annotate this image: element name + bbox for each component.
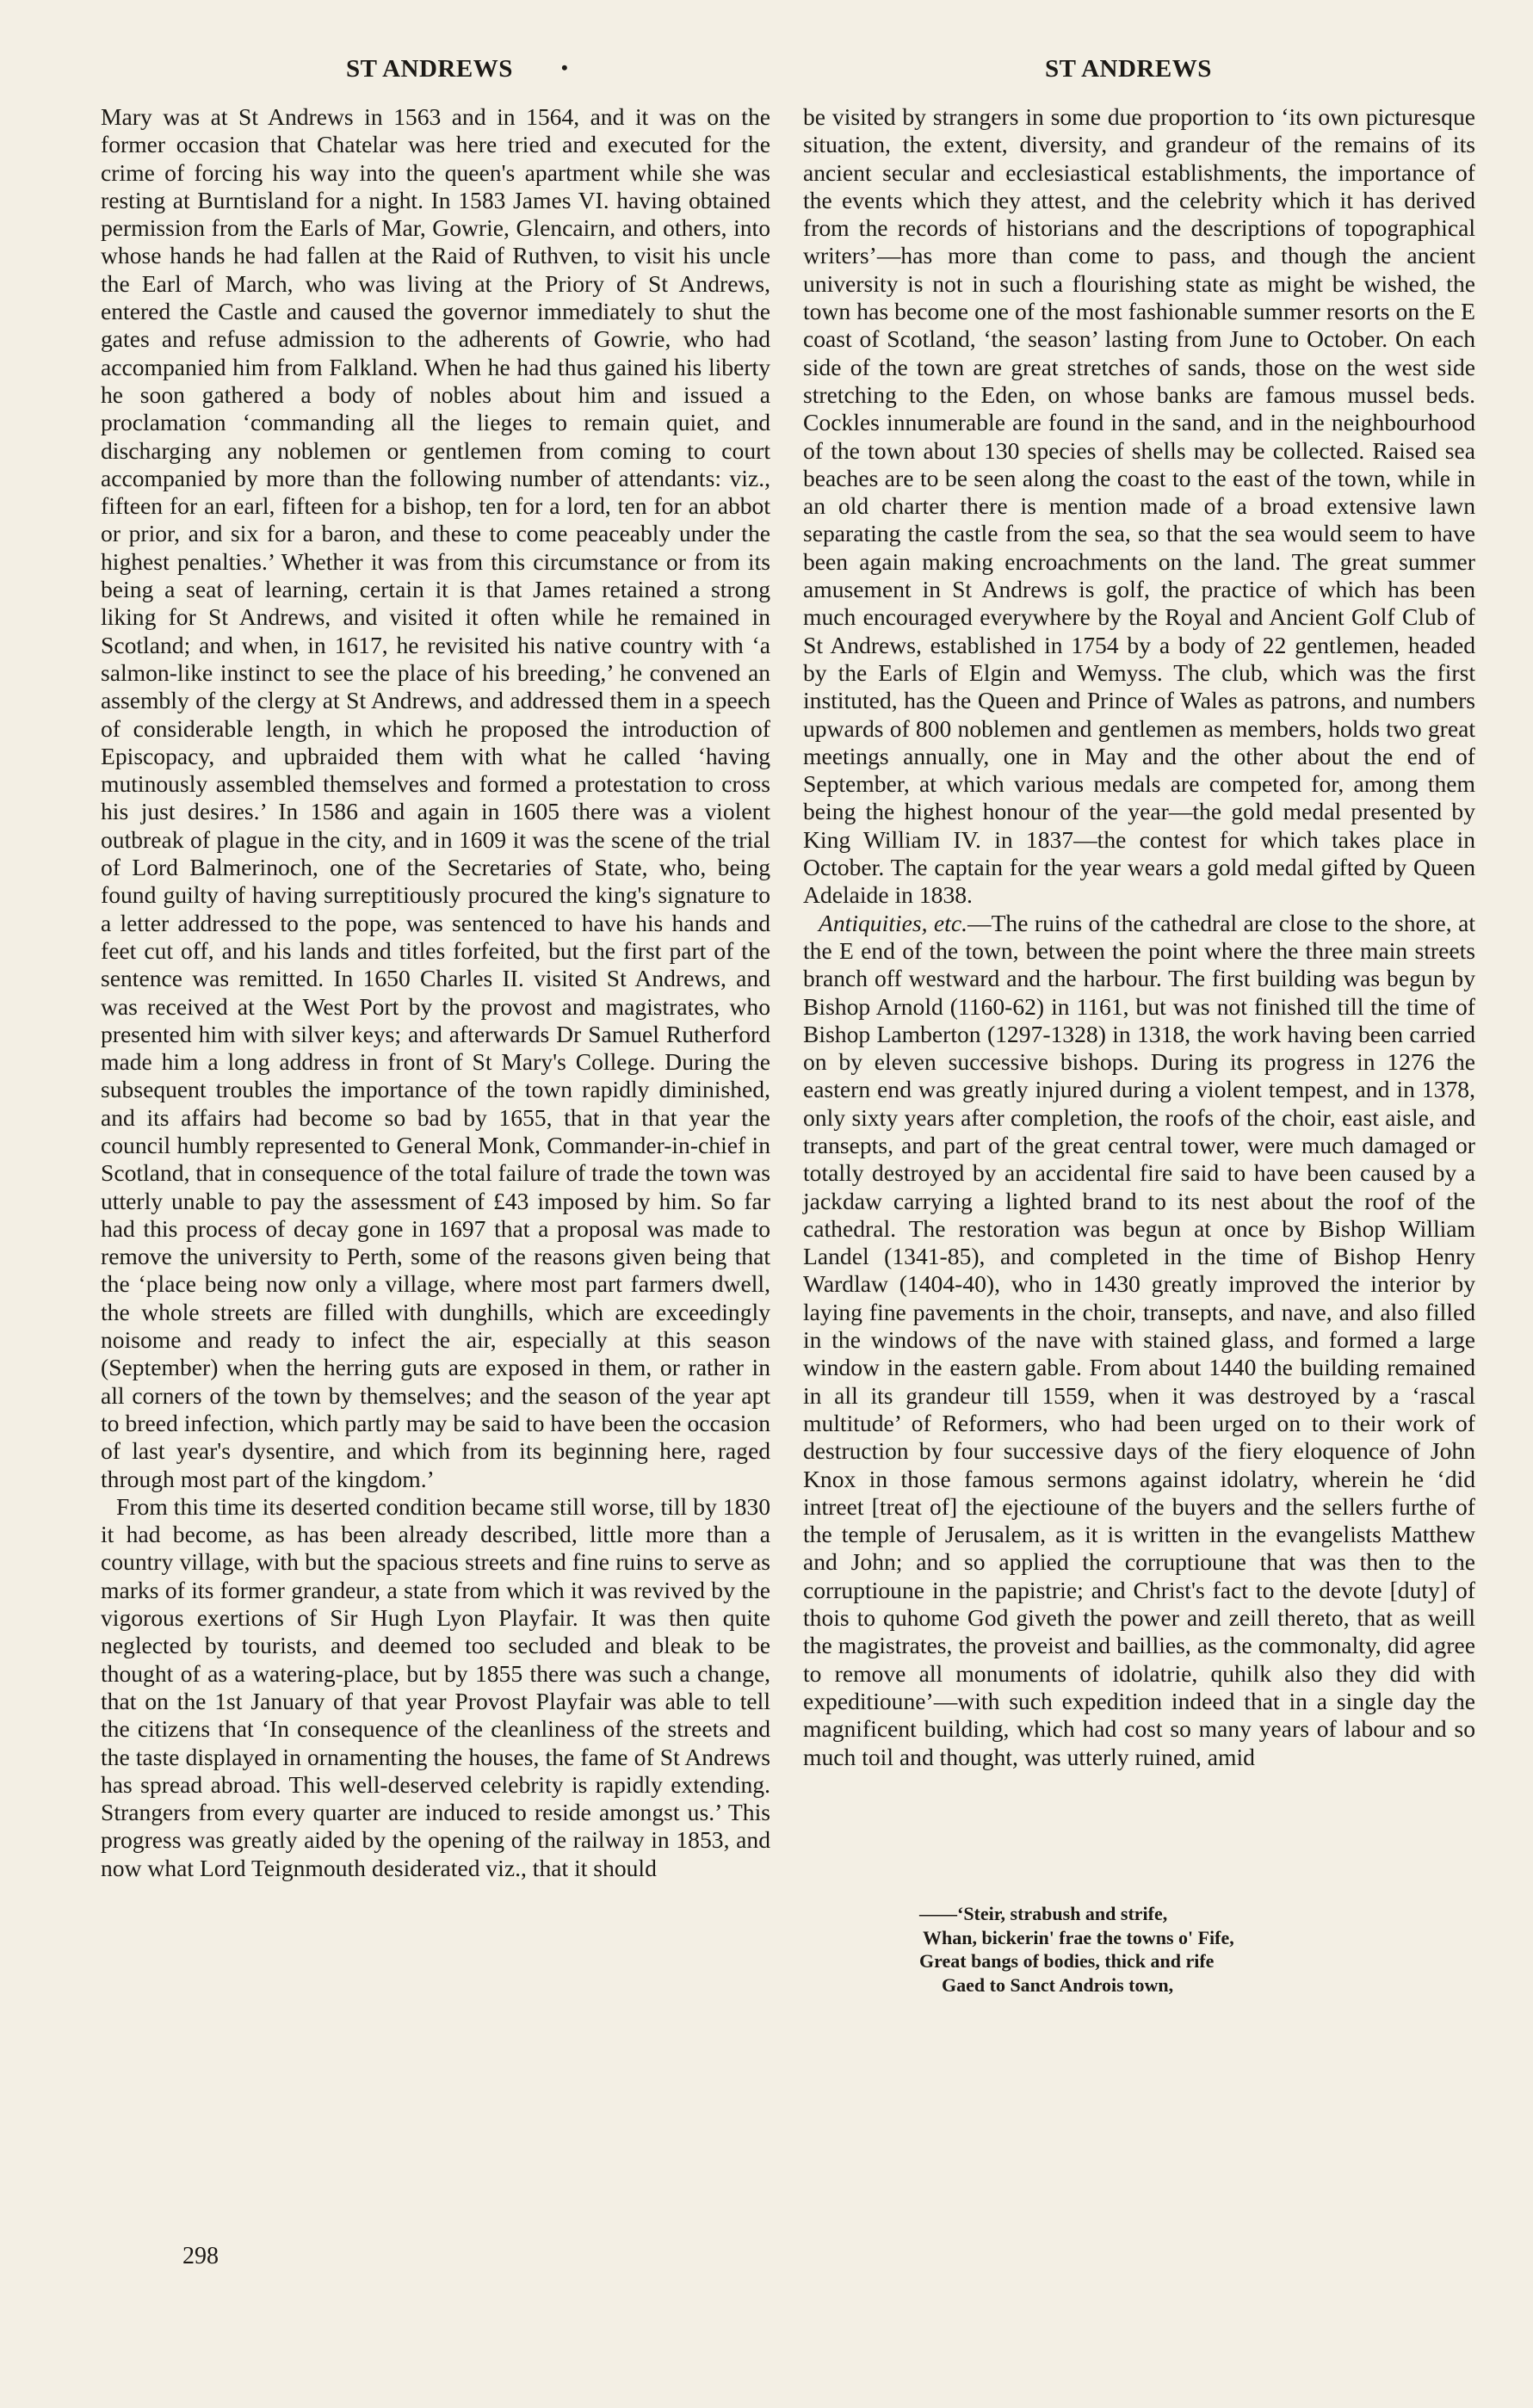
paragraph-body: —The ruins of the cathedral are close to the shore, at the E end of the town, between the point where the three main streets branch off westward and the harbour. The first building was begun by Bishop Arnold (1160-62) in 1161, but was not finished till the time of Bishop Lamberton (1297-1328) in 1318, the work having been carried on by eleven successive bishops. During its progress in 1276 the eastern end was greatly injured during a violent tempest, and in 1378, only sixty years after completion, the roofs of the choir, east aisle, and transepts, and part of the great central tower, were much damaged or totally destroyed by an accidental fire said to have been caused by a jackdaw carrying a lighted brand to its nest about the roof of the cathedral. The restoration was begun at once by Bishop William Landel (1341-85), and completed in the time of Bishop Henry Wardlaw (1404-40), who in 1430 greatly improved the interior by laying fine pavements in the choir, transepts, and nave, and also filled in the windows of the nave with stained glass, and formed a large window in the eastern gable. From about 1440 the building remained in all its grandeur till 1559, when it was destroyed by a ‘rascal multitude’ of Reformers, who had been urged on to their work of destruction by four successive days of the fiery eloquence of John Knox in those famous sermons against idolatry, wherein he ‘did intreet [treat of] the ejectioune of the buyers and the sellers furthe of the temple of Jerusalem, as it is written in the evangelists Matthew and John; and so applied the corruptioune that was then to the corruptioune in the papistrie; and Christ's fact to the devote [duty] of thois to quhome God giveth the power and zeill thereto, that as weill the magistrates, the proveist and baillies, as the commonalty, did agree to remove all monuments of idolatrie, quhilk also they did with expeditioune’—with such expedition indeed that in a single day the magnificent building, which had cost so many years of labour and so much toil and thought, was utterly ruined, amid bbox=[803, 909, 1475, 1770]
paragraph-antiquities bbox=[803, 910, 1475, 1771]
verse-line: Great bangs of bodies, thick and rife bbox=[919, 1950, 1215, 1972]
paragraph: be visited by strangers in some due proportion to ‘its own picturesque situation, the extent, diversity, and grandeur of the remains of its ancient secular and ecclesiastical establishments, the importance of the events which they attest, and the celebrity which it has derived from the records of historians and the descriptions of topographical writers’—has more than come to pass, and though the ancient university is not in such a flourishing state as might be wished, the town has become one of the most fashionable summer resorts on the E coast of Scotland, ‘the season’ lasting from June to October. On each side of the town are great stretches of sands, those on the west side stretching to the Eden, on whose banks are famous mussel beds. Cockles innumerable are found in the sand, and in the neighbourhood of the town about 130 species of shells may be collected. Raised sea beaches are to be seen along the coast to the east of the town, while in an old charter there is mention made of a broad extensive lawn separating the castle from the sea, so that the sea would seem to have been again making encroachments on the land. The great summer amusement in St Andrews is golf, the practice of which has been much encouraged everywhere by the Royal and Ancient Golf Club of St Andrews, established in 1754 by a body of 22 gentlemen, headed by the Earls of Elgin and Wemyss. The club, which was the first instituted, has the Queen and Prince of Wales as patrons, and numbers upwards of 800 noblemen and gentlemen as members, holds two great meetings annually, one in May and the other about the end of September, at which various medals are competed for, among them being the highest honour of the year—the gold medal presented by King William IV. in 1837—the contest for which takes place in October. The captain for the year wears a gold medal gifted by Queen Adelaide in 1838. bbox=[803, 103, 1475, 909]
header-ornament: • bbox=[561, 57, 569, 78]
page-number: 298 bbox=[182, 2243, 219, 2269]
running-header-right: ST ANDREWS bbox=[1045, 55, 1212, 83]
right-column bbox=[803, 103, 1475, 1771]
section-heading: Antiquities, etc. bbox=[819, 909, 967, 936]
left-column bbox=[101, 103, 770, 1882]
verse-line: Whan, bickerin' frae the towns o' Fife, bbox=[923, 1926, 1234, 1948]
running-header-left: ST ANDREWS bbox=[346, 55, 513, 83]
verse-line: ——‘Steir, strabush and strife, bbox=[919, 1903, 1168, 1924]
paragraph: From this time its deserted condition became still worse, till by 1830 it had become, as has been already described, little more than a country village, with but the spacious streets and fine ruins to serve as marks of its former grandeur, a state from which it was revived by the vigorous exertions of Sir Hugh Lyon Playfair. It was then quite neglected by tourists, and deemed too secluded and bleak to be thought of as a watering-place, but by 1855 there was such a change, that on the 1st January of that year Provost Playfair was able to tell the citizens that ‘In consequence of the cleanliness of the streets and the taste displayed in ornamenting the houses, the fame of St Andrews has spread abroad. This well-deserved celebrity is rapidly extending. Strangers from every quarter are induced to reside amongst us.’ This progress was greatly aided by the opening of the railway in 1853, and now what Lord Teignmouth desiderated viz., that it should bbox=[101, 1492, 770, 1881]
verse-quotation bbox=[919, 1902, 1234, 1997]
verse-line: Gaed to Sanct Androis town, bbox=[942, 1973, 1174, 1996]
paragraph: Mary was at St Andrews in 1563 and in 1564, and it was on the former occasion that Chatelar was here tried and executed for the crime of forcing his way into the queen's apartment while she was resting at Burntisland for a night. In 1583 James VI. having obtained permission from the Earls of Mar, Gowrie, Glencairn, and others, into whose hands he had fallen at the Raid of Ruthven, to visit his uncle the Earl of March, who was living at the Priory of St Andrews, entered the Castle and caused the governor immediately to shut the gates and refuse admission to the adherents of Gowrie, who had accompanied him from Falkland. When he had thus gained his liberty he soon gathered a body of nobles about him and issued a proclamation ‘commanding all the lieges to remain quiet, and discharging any noblemen or gentlemen from coming to court accompanied by more than the following number of attendants: viz., fifteen for an earl, fifteen for a bishop, ten for a lord, ten for an abbot or prior, and six for a baron, and these to come peaceably under the highest penalties.’ Whether it was from this circumstance or from its being a seat of learning, certain it is that James retained a strong liking for St Andrews, and visited it often while he remained in Scotland; and when, in 1617, he revisited his native country with ‘a salmon-like instinct to see the place of his breeding,’ he convened an assembly of the clergy at St Andrews, and addressed them in a speech of considerable length, in which he proposed the introduction of Episcopacy, and upbraided them with what he called ‘having mutinously assembled themselves and formed a protestation to cross his just desires.’ In 1586 and again in 1605 there was a violent outbreak of plague in the city, and in 1609 it was the scene of the trial of Lord Balmerinoch, one of the Secretaries of State, who, being found guilty of having surreptitiously procured the king's signature to a letter addressed to the pope, was sentenced to have his hands and feet cut off, and his lands and titles forfeited, but the first part of the sentence was remitted. In 1650 Charles II. visited St Andrews, and was received at the West Port by the provost and magistrates, who presented him with silver keys; and afterwards Dr Samuel Rutherford made him a long address in front of St Mary's College. During the subsequent troubles the importance of the town rapidly diminished, and its affairs had become so bad by 1655, that in that year the council humbly represented to General Monk, Commander-in-chief in Scotland, that in consequence of the total failure of trade the town was utterly unable to pay the assessment of £43 imposed by him. So far had this process of decay gone in 1697 that a proposal was made to remove the university to Perth, some of the reasons given being that the ‘place being now only a village, where most part farmers dwell, the whole streets are filled with dunghills, which are exceedingly noisome and ready to infect the air, especially at this season (September) when the herring guts are exposed in them, or rather in all corners of the town by themselves; and the season of the year apt to breed infection, which partly may be said to have been the occasion of last year's dysentire, and which from its beginning here, raged through most part of the kingdom.’ bbox=[101, 103, 770, 1492]
